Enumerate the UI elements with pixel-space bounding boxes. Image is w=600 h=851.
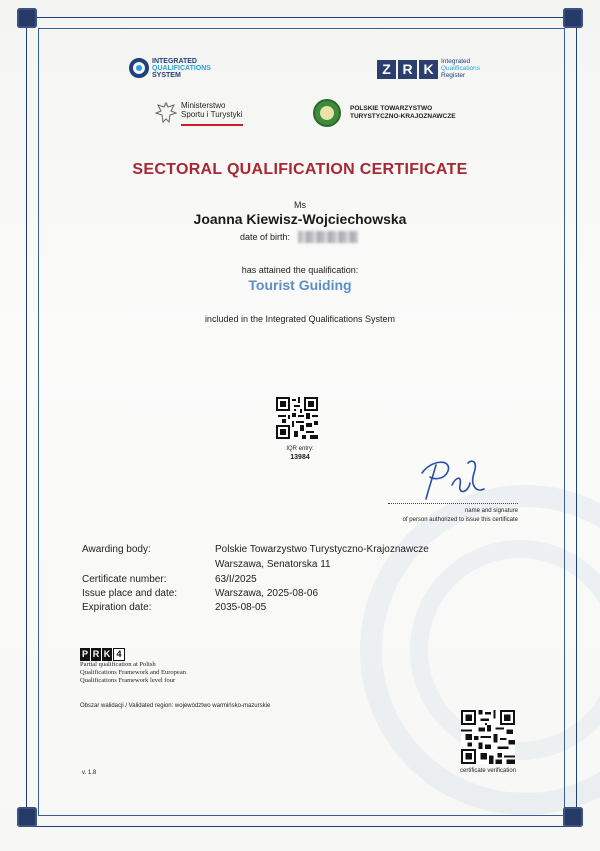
pttk-logo-text bbox=[350, 105, 456, 121]
certificate-number-label: Certificate number: bbox=[82, 574, 167, 585]
included-text: included in the Integrated Qualifications System bbox=[204, 314, 396, 324]
iqs-logo-text bbox=[152, 58, 211, 79]
version-label: v. 1.8 bbox=[82, 770, 97, 776]
pttk-badge-icon bbox=[313, 99, 341, 127]
prk-level-4: 4 bbox=[113, 648, 125, 661]
certificate-title: SECTORAL QUALIFICATION CERTIFICATE bbox=[132, 161, 468, 178]
eagle-emblem-icon bbox=[155, 101, 177, 125]
iqr-entry-label: IQR entry: bbox=[286, 446, 314, 452]
zrk-letter-k: K bbox=[419, 60, 438, 79]
iqr-entry-number: 13984 bbox=[290, 454, 310, 461]
ministry-logo-text bbox=[181, 101, 242, 119]
validated-region: Obszar walidacji / Validated region: województwo warmińsko-mazurskie bbox=[80, 703, 271, 709]
ministry-line1: Ministerstwo bbox=[181, 101, 226, 110]
certificate-number-value: 63/I/2025 bbox=[215, 574, 257, 585]
awarding-body-address: Warszawa, Senatorska 11 bbox=[215, 559, 331, 570]
iqs-line3: SYSTEM bbox=[152, 72, 181, 79]
iqs-logo-icon bbox=[129, 58, 149, 78]
prk-letter-r: R bbox=[92, 649, 100, 659]
signature-label-name: name and signature bbox=[464, 508, 518, 514]
attained-text: has attained the qualification: bbox=[241, 265, 359, 275]
pttk-line1: POLSKIE TOWARZYSTWO bbox=[350, 105, 433, 112]
expiration-date-label: Expiration date: bbox=[82, 602, 152, 613]
prk-letter-k: K bbox=[103, 649, 111, 659]
pttk-line2: TURYSTYCZNO-KRAJOZNAWCZE bbox=[350, 113, 456, 120]
prk-description bbox=[80, 661, 186, 685]
prk-desc-line3: Qualifications Framework level four bbox=[80, 677, 176, 684]
iqr-qr-code[interactable] bbox=[276, 397, 318, 439]
iqs-line1: INTEGRATED bbox=[152, 58, 197, 65]
zrk-letter-r: R bbox=[398, 60, 417, 79]
ministry-line2: Sportu i Turystyki bbox=[181, 110, 243, 119]
dob-redacted bbox=[298, 231, 358, 243]
authorized-signature bbox=[412, 455, 492, 503]
corner-top-left bbox=[17, 8, 37, 28]
verification-label: certificate verification bbox=[459, 768, 517, 774]
dob-label: date of birth: bbox=[240, 232, 291, 242]
verification-qr-code[interactable] bbox=[461, 710, 515, 764]
prk-desc-line2: Qualifications Framework and European bbox=[80, 669, 186, 676]
zrk-line2: Qualifications bbox=[441, 65, 481, 72]
zrk-line3: Register bbox=[441, 72, 466, 79]
zrk-logo-text bbox=[441, 58, 480, 79]
expiration-date-value: 2035-08-05 bbox=[215, 602, 267, 613]
zrk-letter-z: Z bbox=[377, 60, 396, 79]
iqs-line2: QUALIFICATIONS bbox=[152, 65, 211, 72]
corner-bottom-left bbox=[17, 807, 37, 827]
prk-letter-p: P bbox=[81, 649, 88, 659]
holder-name: Joanna Kiewisz-Wojciechowska bbox=[193, 211, 407, 227]
signature-line bbox=[388, 503, 518, 504]
salutation: Ms bbox=[294, 200, 306, 210]
corner-bottom-right bbox=[563, 807, 583, 827]
ministry-red-line bbox=[181, 124, 243, 126]
issue-place-label: Issue place and date: bbox=[82, 588, 178, 599]
prk-desc-line1: Partial qualification at Polish bbox=[80, 661, 156, 668]
signature-label-authority: of person authorized to issue this certificate bbox=[402, 517, 518, 523]
awarding-body-label: Awarding body: bbox=[82, 544, 151, 555]
issue-place-value: Warszawa, 2025-08-06 bbox=[215, 588, 319, 599]
corner-top-right bbox=[563, 8, 583, 28]
zrk-line1: Integrated bbox=[441, 58, 471, 65]
qualification-name: Tourist Guiding bbox=[248, 277, 352, 293]
awarding-body-value: Polskie Towarzystwo Turystyczno-Krajoznawcze bbox=[215, 544, 429, 555]
